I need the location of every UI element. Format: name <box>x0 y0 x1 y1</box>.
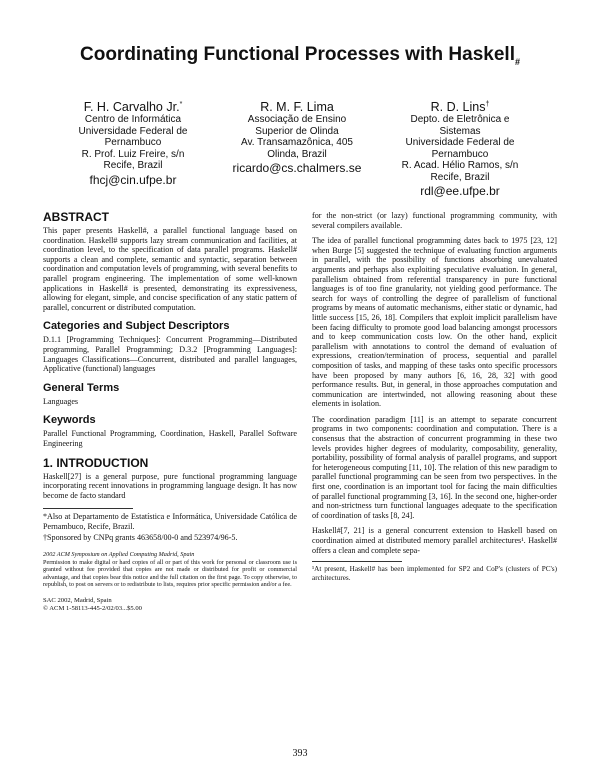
title-subscript: # <box>514 56 520 67</box>
author-email: fhcj@cin.ufpe.br <box>89 172 177 187</box>
footnote-text: ¹At present, Haskell# has been implemented for SP2 and CoP's (clusters of PC's) architectures. <box>312 565 557 582</box>
author-name: F. H. Carvalho Jr.* <box>83 100 183 115</box>
body-paragraph: for the non-strict (or lazy) functional programming community, with several compilers available. <box>312 211 557 230</box>
abstract-section <box>43 211 297 312</box>
page-number: 393 <box>292 748 308 759</box>
paper-title <box>0 44 600 67</box>
author-footnotes <box>43 508 297 543</box>
author-affiliation-line: Sistemas <box>439 125 481 137</box>
body-paragraph: The idea of parallel functional programming dates back to 1975 [23, 12] when Burge [5] suggested the technique of evaluating function arguments in parallel, with the possibility of functions absorbing unevaluated arguments and perhaps also exploiting speculative evaluation. In general, parallelism obtained from referential transparency in pure functional languages is of too fine granularity, not yielding good performance. The search for ways of controlling the degree of parallelism of functional programs by means of automatic mechanisms, either static or dynamic, had little success [15, 26, 18]. Compilers that exploit implicit parallelism have been facing difficulty to promote good load balancing amongst processors and to keep communication costs low. On the other hand, explicit parallelism with annotations to control the demand of evaluation of expressions, creation/termination of process, sequential and parallel composition of tasks, and mapping of these tasks onto specific processors have been proposed by many authors [6, 16, 28, 32] with good performance results. But, in general, in those approaches computation and communication are intertwinded, not allowing reasoning about these elements in isolation. <box>312 236 557 409</box>
footnote: *Also at Departamento de Estatística e Informática, Universidade Católica de Pernambuco, Recife, Brazil. <box>43 512 297 531</box>
left-column <box>43 211 297 613</box>
venue-info <box>43 597 297 613</box>
introduction-text: Haskell[27] is a general purpose, pure functional programming language incorporating recent innovations in programming language design. It has now become de facto standard <box>43 471 297 500</box>
author-affiliation-line: Depto. de Eletrônica e <box>410 114 510 126</box>
author-affiliation-line: Pernambuco <box>104 137 162 149</box>
conference-line: 2002 ACM Symposium on Applied Computing Madrid, Spain <box>43 551 195 559</box>
categories-section <box>43 320 297 373</box>
author-affiliation-line: Av. Transamazônica, 405 <box>241 137 353 149</box>
author-affiliation-line: Recife, Brazil <box>103 160 163 172</box>
author-email: rdl@ee.ufpe.br <box>420 184 500 199</box>
author-email: ricardo@cs.chalmers.se <box>232 161 362 176</box>
author-affiliation-line: R. Acad. Hélio Ramos, s/n <box>401 160 519 172</box>
abstract-text: This paper presents Haskell#, a parallel functional language based on coordination. Haskell# supports lazy stream communication and facilities, at coordination level, to the specification of data parallel programs. Haskell# supports a clean and complete, semantic and syntactic, separation between coordination and computation levels of programming, with several benefits to parallel program engineering. The implementation of some well-known applications in Haskell# is presented, demonstrating its expressiveness, allowing for elegant, simple, and concise specification of any static pattern of parallel, concurrent or distributed computation. <box>43 226 297 312</box>
author-affiliation-line: Universidade Federal de <box>405 137 515 149</box>
author-affiliation-line: Superior de Olinda <box>255 125 339 137</box>
author-affiliation-line: Universidade Federal de <box>78 125 188 137</box>
categories-text: D.1.1 [Programming Techniques]: Concurrent Programming—Distributed programming, Parallel Programming; D.3.2 [Programming Languages]: Languages Classifications—Concurrent, distributed and parallel languages, Applicative (functional) languages <box>43 335 297 374</box>
author-block-1 <box>58 98 208 187</box>
venue-line: SAC 2002, Madrid, Spain <box>43 597 112 605</box>
right-footnote <box>312 561 557 582</box>
title-text: Coordinating Functional Processes with Haskell <box>80 44 515 65</box>
general-terms-text: Languages <box>43 396 79 406</box>
permission-text: Permission to make digital or hard copies of all or part of this work for personal or classroom use is granted without fee provided that copies are not made or distributed for profit or commercial advantage, and that copies bear this notice and the full citation on the first page. To copy otherwise, to republish, to post on servers or to redistribute to lists, requires prior specific permission and/or a fee. <box>43 558 297 589</box>
general-terms-section <box>43 382 297 407</box>
footnote: †Sponsored by CNPq grants 463658/00-0 and 523974/96-5. <box>43 533 238 543</box>
body-paragraph: Haskell#[7, 21] is a general concurrent extension to Haskell based on coordination aimed at distributed memory parallel architectures¹. Haskell# offers a clean and complete sepa- <box>312 526 557 555</box>
author-affiliation-line: Associação de Ensino <box>247 114 347 126</box>
author-affiliation-line: Olinda, Brazil <box>267 148 327 160</box>
author-affiliation-line: Centro de Informática <box>84 114 182 126</box>
author-name: R. M. F. Lima <box>260 100 334 115</box>
introduction-section <box>43 457 297 501</box>
body-paragraph: The coordination paradigm [11] is an attempt to separate concurrent programs in two components: coordination and computation. There is a consensus that the abstraction of concurrent programming in these two levels provides higher degrees of modularity, composability, generality, portability, possibility of formal analysis of parallel programs, and support for heterogeneous computing [11, 10]. The relation of this new paradigm to parallel functional programming can be seen from two perspectives. In the first one, coordination is an important tool for facing the main difficulties of parallel functional programming [3, 16]. In the second one, higher-order and non-strictness turn functional languages adequate to the specification of coordination of tasks [8, 24]. <box>312 414 557 520</box>
keywords-text: Parallel Functional Programming, Coordination, Haskell, Parallel Software Engineering <box>43 429 297 448</box>
abstract-heading: ABSTRACT <box>43 210 109 224</box>
permission-notice <box>43 551 297 589</box>
general-terms-heading: General Terms <box>43 381 120 394</box>
right-column <box>312 211 557 582</box>
copyright-line: © ACM 1-58113-445-2/02/03...$5.00 <box>43 605 142 613</box>
introduction-heading: 1. INTRODUCTION <box>43 455 149 470</box>
author-affiliation-line: Pernambuco <box>431 148 489 160</box>
author-affiliation-line: Recife, Brazil <box>430 171 490 183</box>
author-affiliation-line: R. Prof. Luiz Freire, s/n <box>81 148 185 160</box>
author-block-3 <box>385 98 535 198</box>
author-block-2 <box>222 98 372 175</box>
keywords-heading: Keywords <box>43 414 96 427</box>
author-name: R. D. Lins† <box>430 100 490 115</box>
keywords-section <box>43 414 297 448</box>
categories-heading: Categories and Subject Descriptors <box>43 320 230 333</box>
